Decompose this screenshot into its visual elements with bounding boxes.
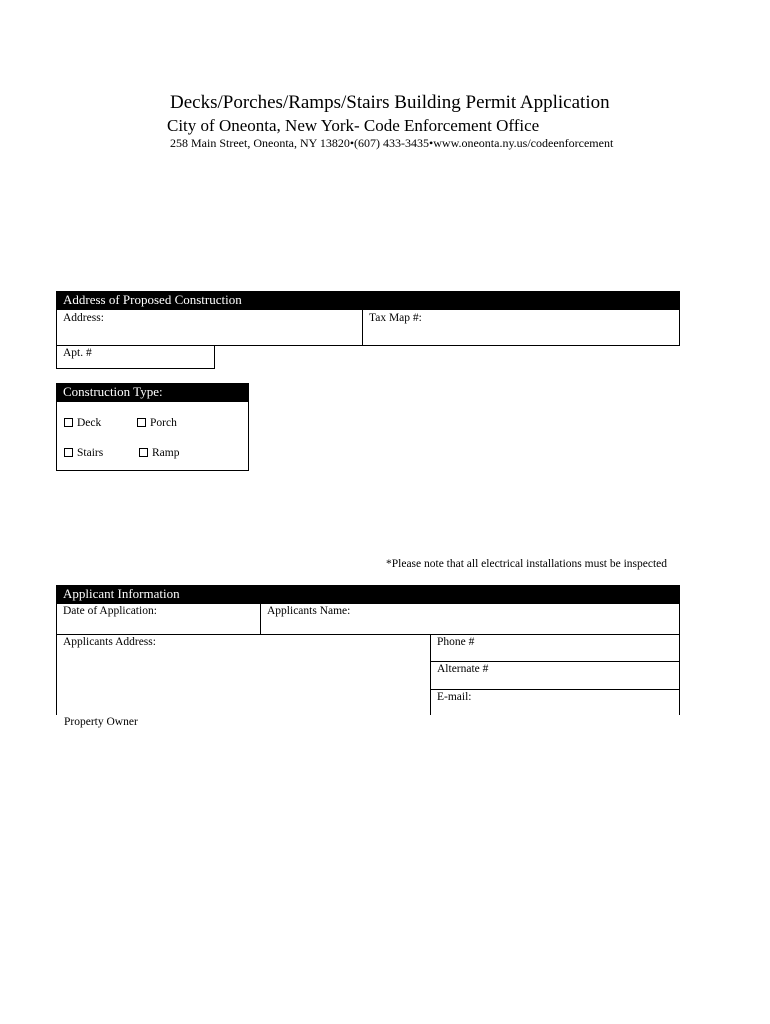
contact-line: 258 Main Street, Oneonta, NY 13820•(607) 433-3435•www.oneonta.ny.us/codeenforcement (170, 136, 614, 150)
email-label: E-mail: (437, 691, 472, 703)
date-of-application-label: Date of Application: (63, 605, 157, 617)
option-deck[interactable] (64, 417, 101, 429)
address-label: Address: (63, 312, 104, 324)
deck-label: Deck (77, 417, 102, 429)
deck-checkbox[interactable] (64, 418, 73, 427)
page-subtitle: City of Oneonta, New York- Code Enforcement Office (167, 116, 540, 135)
phone-label: Phone # (437, 636, 475, 648)
applicants-address-label: Applicants Address: (63, 636, 156, 648)
porch-checkbox[interactable] (137, 418, 146, 427)
ramp-checkbox[interactable] (139, 448, 148, 457)
construction-type-box (56, 401, 249, 471)
applicant-section-heading: Applicant Information (56, 585, 680, 604)
option-ramp[interactable] (139, 447, 179, 459)
ramp-label: Ramp (152, 447, 180, 459)
applicants-name-label: Applicants Name: (267, 605, 351, 617)
porch-label: Porch (150, 417, 177, 429)
option-porch[interactable] (137, 417, 177, 429)
stairs-checkbox[interactable] (64, 448, 73, 457)
apt-label: Apt. # (63, 347, 92, 359)
address-section-heading: Address of Proposed Construction (56, 291, 680, 310)
electrical-note: *Please note that all electrical installations must be inspected (386, 558, 668, 570)
option-stairs[interactable] (64, 447, 103, 459)
alternate-label: Alternate # (437, 663, 489, 675)
stairs-label: Stairs (77, 447, 104, 459)
page-title: Decks/Porches/Ramps/Stairs Building Permit Application (170, 92, 610, 113)
tax-map-label: Tax Map #: (369, 312, 422, 324)
property-owner-label: Property Owner (64, 716, 138, 728)
construction-type-heading: Construction Type: (56, 383, 249, 402)
